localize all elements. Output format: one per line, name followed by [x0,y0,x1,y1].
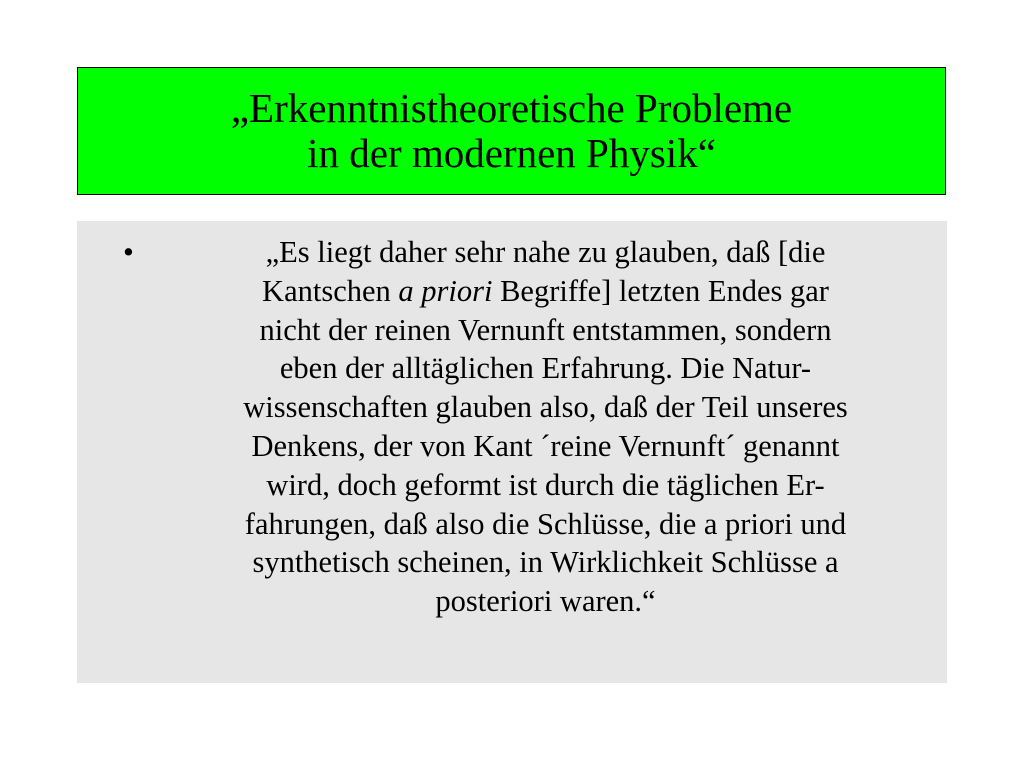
quote-line-2-end: Begriffe] letzten Endes gar [492,273,829,308]
quote-line-1: „Es liegt daher sehr nahe zu glauben, daß [die [265,235,826,269]
title-box [77,67,946,195]
quote-line-8: fahrungen, daß also die Schlüsse, die a priori und [244,506,847,541]
quote-line-4: eben der alltäglichen Erfahrung. Die Natur- [279,351,812,386]
quote-line-5: wissenschaften glauben also, daß der Teil unseres [243,390,848,425]
content-box [77,221,947,683]
quote-line-7: wird, doch geformt ist durch die täglichen Er- [266,467,825,502]
title-line-1: „Erkenntnistheoretische Probleme [230,85,793,131]
quote-line-3: nicht der reinen Vernunft entstammen, sondern [259,312,832,347]
bullet-icon: • [123,234,134,269]
quote-line-10: posteriori waren.“ [435,584,656,619]
quote-line-2-start: Kantschen [262,273,399,308]
quote-line-2 [153,272,938,311]
bullet-item [123,233,938,621]
title-line-2: in der modernen Physik“ [307,130,716,176]
quote-italic-a-priori: a priori [398,273,493,308]
quote-line-9: synthetisch scheinen, in Wirklichkeit Schlüsse a [252,545,839,580]
quote-line-6: Denkens, der von Kant ´reine Vernunft´ genannt [251,428,840,463]
quote-text [153,233,938,621]
